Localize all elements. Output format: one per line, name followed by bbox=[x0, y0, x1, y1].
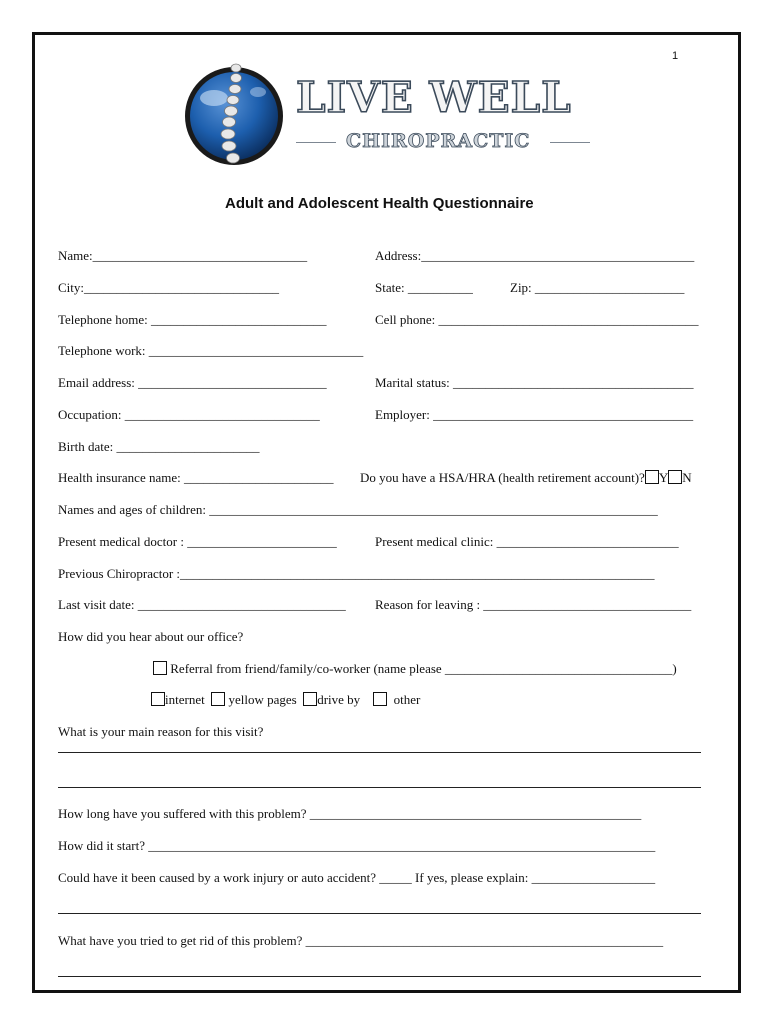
referral-label[interactable]: Referral from friend/family/co-worker (name please ___________________________________) bbox=[170, 661, 677, 676]
hsa-no-checkbox[interactable] bbox=[668, 470, 682, 484]
hsa-no-label: N bbox=[682, 470, 692, 485]
how-long-field[interactable]: How long have you suffered with this problem? ___________________________________________________ bbox=[58, 806, 642, 821]
employer-field[interactable]: Employer: ________________________________________ bbox=[375, 407, 694, 422]
spine-globe-icon bbox=[184, 62, 288, 170]
occupation-field[interactable]: Occupation: ______________________________ bbox=[58, 407, 320, 422]
explain-line[interactable] bbox=[58, 913, 701, 914]
hsa-yes-checkbox[interactable] bbox=[645, 470, 659, 484]
referral-checkbox[interactable] bbox=[153, 661, 167, 675]
name-field[interactable]: Name:_________________________________ bbox=[58, 248, 308, 263]
email-field[interactable]: Email address: _____________________________ bbox=[58, 375, 327, 390]
hsa-question-label: Do you have a HSA/HRA (health retirement account)? bbox=[360, 470, 645, 485]
referral-option bbox=[153, 661, 677, 677]
reason-leaving-field[interactable]: Reason for leaving : ________________________________ bbox=[375, 597, 692, 612]
logo-subtitle: CHIROPRACTIC bbox=[346, 130, 531, 152]
telephone-home-field[interactable]: Telephone home: ___________________________ bbox=[58, 312, 327, 327]
logo-title: LIVE WELL bbox=[296, 73, 572, 122]
other-checkbox[interactable] bbox=[373, 692, 387, 706]
logo-rule-left bbox=[296, 142, 336, 143]
medical-clinic-field[interactable]: Present medical clinic: ____________________________ bbox=[375, 534, 679, 549]
source-options bbox=[151, 692, 420, 708]
other-label: other bbox=[393, 692, 421, 707]
internet-label: internet bbox=[165, 692, 205, 707]
internet-checkbox[interactable] bbox=[151, 692, 165, 706]
logo-subtitle-group bbox=[296, 130, 590, 154]
main-reason-line-2[interactable] bbox=[58, 787, 701, 788]
children-field[interactable]: Names and ages of children: _____________________________________________________________________ bbox=[58, 502, 658, 517]
tried-line[interactable] bbox=[58, 976, 701, 977]
address-field[interactable]: Address:__________________________________________ bbox=[375, 248, 695, 263]
marital-status-field[interactable]: Marital status: _____________________________________ bbox=[375, 375, 694, 390]
drive-by-checkbox[interactable] bbox=[303, 692, 317, 706]
medical-doctor-field[interactable]: Present medical doctor : _______________________ bbox=[58, 534, 337, 549]
main-reason-line-1[interactable] bbox=[58, 752, 701, 753]
state-field[interactable]: State: __________ bbox=[375, 280, 473, 295]
logo-rule-right bbox=[550, 142, 590, 143]
how-start-field[interactable]: How did it start? ______________________________________________________________________________ bbox=[58, 838, 656, 853]
form-title: Adult and Adolescent Health Questionnaire bbox=[225, 195, 534, 212]
main-reason-label: What is your main reason for this visit? bbox=[58, 724, 264, 739]
yellow-pages-checkbox[interactable] bbox=[211, 692, 225, 706]
yellow-pages-label: yellow pages bbox=[228, 692, 297, 707]
hear-about-label: How did you hear about our office? bbox=[58, 629, 244, 644]
health-insurance-field[interactable]: Health insurance name: _______________________ bbox=[58, 470, 334, 485]
hsa-yes-label: Y bbox=[658, 470, 669, 485]
page-number: 1 bbox=[672, 50, 679, 62]
last-visit-field[interactable]: Last visit date: ________________________________ bbox=[58, 597, 346, 612]
cell-phone-field[interactable]: Cell phone: ________________________________________ bbox=[375, 312, 699, 327]
city-field[interactable]: City:______________________________ bbox=[58, 280, 280, 295]
drive-by-label: drive by bbox=[317, 692, 361, 707]
previous-chiropractor-field[interactable]: Previous Chiropractor :_________________________________________________________________________ bbox=[58, 566, 655, 581]
hsa-question bbox=[360, 470, 692, 486]
birth-date-field[interactable]: Birth date: ______________________ bbox=[58, 439, 260, 454]
work-injury-field[interactable]: Could have it been caused by a work injury or auto accident? _____ If yes, please explain: ___________________ bbox=[58, 870, 656, 885]
tried-field[interactable]: What have you tried to get rid of this problem? _______________________________________________________ bbox=[58, 933, 664, 948]
zip-field[interactable]: Zip: _______________________ bbox=[510, 280, 685, 295]
telephone-work-field[interactable]: Telephone work: _________________________________ bbox=[58, 343, 364, 358]
